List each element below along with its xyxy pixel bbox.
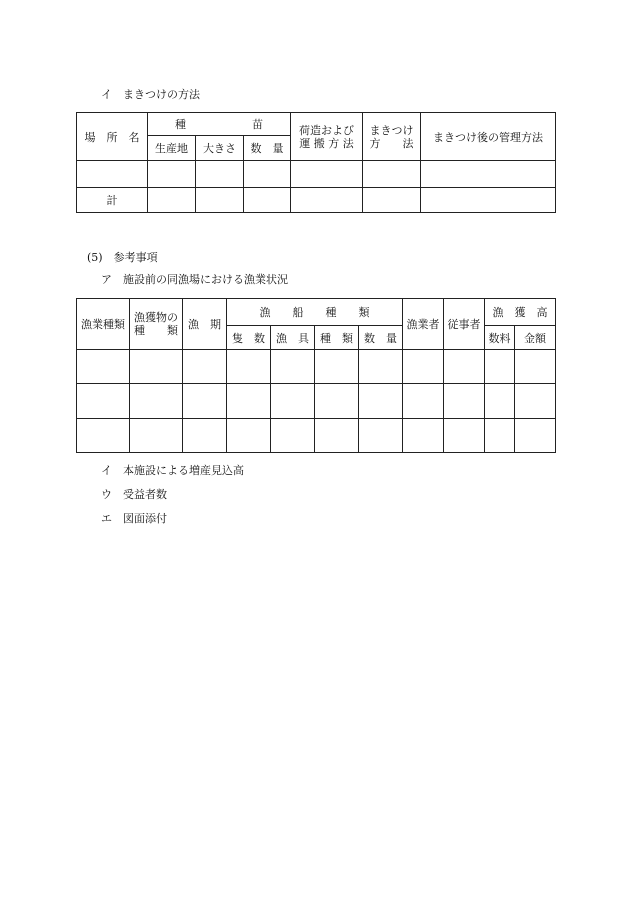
table-cell [515, 350, 556, 384]
table-cell [130, 350, 183, 384]
header-catch: 漁 獲 高 [485, 299, 556, 326]
sowing-method-table [76, 112, 556, 213]
header-origin: 生産地 [148, 136, 196, 161]
section-i-heading: イ まきつけの方法 [101, 88, 200, 101]
header-gear: 漁 具 [271, 326, 315, 350]
table-row [77, 419, 556, 453]
header-catch-kind: 漁獲物の 種 類 [130, 299, 183, 350]
table-cell [183, 384, 227, 419]
table-cell [363, 188, 421, 213]
table-cell [77, 384, 130, 419]
table-cell [515, 419, 556, 453]
table-cell [291, 188, 363, 213]
fishery-status-table [76, 298, 556, 453]
item-e: エ 図面添付 [101, 512, 167, 525]
table-cell [183, 419, 227, 453]
table-cell [77, 350, 130, 384]
table-cell [359, 350, 403, 384]
table-row [77, 161, 556, 188]
table-cell [363, 161, 421, 188]
table-cell [77, 419, 130, 453]
table-cell [130, 419, 183, 453]
header-packing-transport: 荷造および 運 搬 方 法 [291, 113, 363, 161]
header-workers: 従事者 [444, 299, 485, 350]
table-cell [291, 161, 363, 188]
section-5-heading: (5) 参考事項 [87, 251, 158, 264]
header-boat-type: 漁 船 種 類 [227, 299, 403, 326]
header-catch-amount: 金額 [515, 326, 556, 350]
header-seed: 種 苗 [148, 113, 291, 136]
table-row [77, 350, 556, 384]
table-cell [227, 384, 271, 419]
table-cell [444, 419, 485, 453]
table-cell [485, 350, 515, 384]
table-cell [227, 419, 271, 453]
table-cell [244, 161, 291, 188]
table-cell [485, 384, 515, 419]
table-cell [244, 188, 291, 213]
table-cell [359, 419, 403, 453]
header-fishery-type: 漁業種類 [77, 299, 130, 350]
table-row [77, 384, 556, 419]
item-u: ウ 受益者数 [101, 488, 167, 501]
table-cell [485, 419, 515, 453]
section-5-subheading-a: ア 施設前の同漁場における漁業状況 [101, 273, 288, 286]
table-cell [315, 419, 359, 453]
table-cell [515, 384, 556, 419]
table-cell [130, 384, 183, 419]
header-quantity: 数 量 [244, 136, 291, 161]
header-boat-count: 隻 数 [227, 326, 271, 350]
header-post-sowing-management: まきつけ後の管理方法 [421, 113, 556, 161]
table-cell [271, 350, 315, 384]
table-cell [196, 161, 244, 188]
table-cell [77, 161, 148, 188]
table-cell [271, 384, 315, 419]
table-cell [403, 350, 444, 384]
table-cell [421, 188, 556, 213]
header-size: 大きさ [196, 136, 244, 161]
table-cell [315, 384, 359, 419]
table-cell [403, 419, 444, 453]
table-cell [183, 350, 227, 384]
table-cell [359, 384, 403, 419]
table-cell [196, 188, 244, 213]
table-cell [315, 350, 359, 384]
header-sowing-method: まきつけ 方 法 [363, 113, 421, 161]
table-cell [148, 161, 196, 188]
header-boat-quantity: 数 量 [359, 326, 403, 350]
table-cell [403, 384, 444, 419]
table-cell [148, 188, 196, 213]
table-cell [227, 350, 271, 384]
header-fishers: 漁業者 [403, 299, 444, 350]
item-i: イ 本施設による増産見込高 [101, 464, 244, 477]
table-cell [444, 384, 485, 419]
header-location: 場 所 名 [77, 113, 148, 161]
total-row [77, 188, 556, 213]
table-cell [421, 161, 556, 188]
header-boat-kind: 種 類 [315, 326, 359, 350]
total-label: 計 [77, 188, 148, 213]
header-catch-quantity: 数料 [485, 326, 515, 350]
table-cell [271, 419, 315, 453]
header-season: 漁 期 [183, 299, 227, 350]
table-cell [444, 350, 485, 384]
